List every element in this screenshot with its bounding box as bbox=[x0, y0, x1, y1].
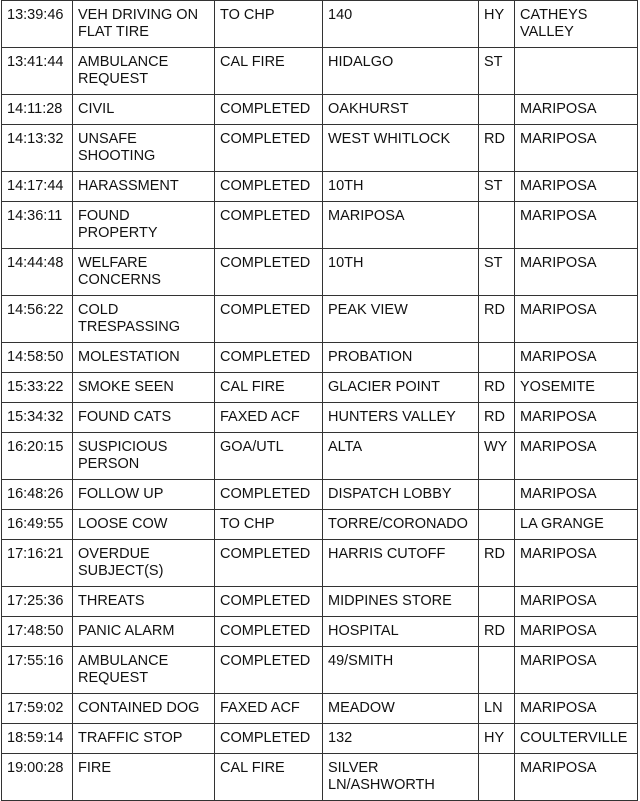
call-type-cell: CONTAINED DOG bbox=[73, 694, 215, 724]
location-cell: ALTA bbox=[323, 433, 479, 480]
street-suffix-cell bbox=[479, 202, 515, 249]
table-row bbox=[2, 694, 638, 724]
street-suffix-cell bbox=[479, 480, 515, 510]
location-cell: HUNTERS VALLEY bbox=[323, 403, 479, 433]
street-suffix-cell: RD bbox=[479, 403, 515, 433]
street-suffix-cell: RD bbox=[479, 373, 515, 403]
table-row bbox=[2, 249, 638, 296]
city-cell: MARIPOSA bbox=[515, 694, 638, 724]
city-cell: CATHEYS VALLEY bbox=[515, 1, 638, 48]
table-row bbox=[2, 48, 638, 95]
location-cell: OAKHURST bbox=[323, 95, 479, 125]
call-type-cell: AMBULANCE REQUEST bbox=[73, 647, 215, 694]
location-cell: PEAK VIEW bbox=[323, 296, 479, 343]
table-row bbox=[2, 724, 638, 754]
street-suffix-cell bbox=[479, 754, 515, 801]
disposition-cell: GOA/UTL bbox=[215, 433, 323, 480]
location-cell: TORRE/CORONADO bbox=[323, 510, 479, 540]
disposition-cell: TO CHP bbox=[215, 1, 323, 48]
call-log-table bbox=[1, 0, 638, 801]
call-type-cell: PANIC ALARM bbox=[73, 617, 215, 647]
table-row bbox=[2, 95, 638, 125]
street-suffix-cell bbox=[479, 587, 515, 617]
location-cell: WEST WHITLOCK bbox=[323, 125, 479, 172]
table-row bbox=[2, 403, 638, 433]
street-suffix-cell: RD bbox=[479, 540, 515, 587]
city-cell: MARIPOSA bbox=[515, 296, 638, 343]
location-cell: 140 bbox=[323, 1, 479, 48]
location-cell: 132 bbox=[323, 724, 479, 754]
time-cell: 15:34:32 bbox=[2, 403, 73, 433]
street-suffix-cell: ST bbox=[479, 48, 515, 95]
city-cell: MARIPOSA bbox=[515, 172, 638, 202]
table-row bbox=[2, 617, 638, 647]
disposition-cell: COMPLETED bbox=[215, 587, 323, 617]
time-cell: 16:48:26 bbox=[2, 480, 73, 510]
street-suffix-cell bbox=[479, 647, 515, 694]
disposition-cell: CAL FIRE bbox=[215, 373, 323, 403]
call-type-cell: SUSPICIOUS PERSON bbox=[73, 433, 215, 480]
call-type-cell: FOUND CATS bbox=[73, 403, 215, 433]
disposition-cell: FAXED ACF bbox=[215, 403, 323, 433]
call-type-cell: VEH DRIVING ON FLAT TIRE bbox=[73, 1, 215, 48]
city-cell: MARIPOSA bbox=[515, 480, 638, 510]
call-type-cell: SMOKE SEEN bbox=[73, 373, 215, 403]
location-cell: MEADOW bbox=[323, 694, 479, 724]
table-row bbox=[2, 480, 638, 510]
table-row bbox=[2, 172, 638, 202]
disposition-cell: COMPLETED bbox=[215, 296, 323, 343]
table-row bbox=[2, 373, 638, 403]
disposition-cell: COMPLETED bbox=[215, 480, 323, 510]
call-type-cell: UNSAFE SHOOTING bbox=[73, 125, 215, 172]
location-cell: MARIPOSA bbox=[323, 202, 479, 249]
city-cell: MARIPOSA bbox=[515, 433, 638, 480]
disposition-cell: CAL FIRE bbox=[215, 48, 323, 95]
time-cell: 13:39:46 bbox=[2, 1, 73, 48]
location-cell: 10TH bbox=[323, 249, 479, 296]
call-type-cell: MOLESTATION bbox=[73, 343, 215, 373]
table-row bbox=[2, 510, 638, 540]
call-type-cell: COLD TRESPASSING bbox=[73, 296, 215, 343]
street-suffix-cell bbox=[479, 343, 515, 373]
time-cell: 14:17:44 bbox=[2, 172, 73, 202]
city-cell: MARIPOSA bbox=[515, 343, 638, 373]
call-type-cell: CIVIL bbox=[73, 95, 215, 125]
city-cell: LA GRANGE bbox=[515, 510, 638, 540]
call-type-cell: HARASSMENT bbox=[73, 172, 215, 202]
call-type-cell: OVERDUE SUBJECT(S) bbox=[73, 540, 215, 587]
location-cell: GLACIER POINT bbox=[323, 373, 479, 403]
call-type-cell: THREATS bbox=[73, 587, 215, 617]
call-type-cell: AMBULANCE REQUEST bbox=[73, 48, 215, 95]
city-cell: MARIPOSA bbox=[515, 249, 638, 296]
street-suffix-cell: LN bbox=[479, 694, 515, 724]
time-cell: 14:44:48 bbox=[2, 249, 73, 296]
location-cell: SILVER LN/ASHWORTH bbox=[323, 754, 479, 801]
location-cell: HOSPITAL bbox=[323, 617, 479, 647]
disposition-cell: COMPLETED bbox=[215, 647, 323, 694]
table-row bbox=[2, 202, 638, 249]
location-cell: HARRIS CUTOFF bbox=[323, 540, 479, 587]
table-row bbox=[2, 433, 638, 480]
time-cell: 17:55:16 bbox=[2, 647, 73, 694]
disposition-cell: COMPLETED bbox=[215, 343, 323, 373]
street-suffix-cell: HY bbox=[479, 724, 515, 754]
time-cell: 17:25:36 bbox=[2, 587, 73, 617]
city-cell: COULTERVILLE bbox=[515, 724, 638, 754]
street-suffix-cell: RD bbox=[479, 617, 515, 647]
city-cell: MARIPOSA bbox=[515, 403, 638, 433]
street-suffix-cell: ST bbox=[479, 249, 515, 296]
city-cell: MARIPOSA bbox=[515, 540, 638, 587]
street-suffix-cell bbox=[479, 95, 515, 125]
city-cell: YOSEMITE bbox=[515, 373, 638, 403]
location-cell: HIDALGO bbox=[323, 48, 479, 95]
street-suffix-cell: RD bbox=[479, 296, 515, 343]
call-type-cell: FIRE bbox=[73, 754, 215, 801]
time-cell: 19:00:28 bbox=[2, 754, 73, 801]
disposition-cell: COMPLETED bbox=[215, 540, 323, 587]
city-cell: MARIPOSA bbox=[515, 617, 638, 647]
street-suffix-cell bbox=[479, 510, 515, 540]
disposition-cell: COMPLETED bbox=[215, 95, 323, 125]
city-cell: MARIPOSA bbox=[515, 95, 638, 125]
call-type-cell: LOOSE COW bbox=[73, 510, 215, 540]
disposition-cell: COMPLETED bbox=[215, 125, 323, 172]
call-log-body bbox=[2, 1, 638, 801]
street-suffix-cell: ST bbox=[479, 172, 515, 202]
time-cell: 17:48:50 bbox=[2, 617, 73, 647]
city-cell: MARIPOSA bbox=[515, 202, 638, 249]
time-cell: 16:20:15 bbox=[2, 433, 73, 480]
city-cell: MARIPOSA bbox=[515, 125, 638, 172]
time-cell: 14:58:50 bbox=[2, 343, 73, 373]
table-row bbox=[2, 587, 638, 617]
time-cell: 17:16:21 bbox=[2, 540, 73, 587]
call-type-cell: TRAFFIC STOP bbox=[73, 724, 215, 754]
street-suffix-cell: HY bbox=[479, 1, 515, 48]
location-cell: PROBATION bbox=[323, 343, 479, 373]
location-cell: MIDPINES STORE bbox=[323, 587, 479, 617]
disposition-cell: COMPLETED bbox=[215, 202, 323, 249]
time-cell: 14:56:22 bbox=[2, 296, 73, 343]
street-suffix-cell: RD bbox=[479, 125, 515, 172]
city-cell: MARIPOSA bbox=[515, 647, 638, 694]
call-type-cell: FOLLOW UP bbox=[73, 480, 215, 510]
table-row bbox=[2, 754, 638, 801]
location-cell: DISPATCH LOBBY bbox=[323, 480, 479, 510]
call-type-cell: WELFARE CONCERNS bbox=[73, 249, 215, 296]
location-cell: 49/SMITH bbox=[323, 647, 479, 694]
table-row bbox=[2, 343, 638, 373]
disposition-cell: COMPLETED bbox=[215, 249, 323, 296]
disposition-cell: COMPLETED bbox=[215, 172, 323, 202]
city-cell: MARIPOSA bbox=[515, 754, 638, 801]
time-cell: 13:41:44 bbox=[2, 48, 73, 95]
time-cell: 16:49:55 bbox=[2, 510, 73, 540]
table-row bbox=[2, 540, 638, 587]
time-cell: 18:59:14 bbox=[2, 724, 73, 754]
disposition-cell: FAXED ACF bbox=[215, 694, 323, 724]
time-cell: 14:11:28 bbox=[2, 95, 73, 125]
time-cell: 17:59:02 bbox=[2, 694, 73, 724]
table-row bbox=[2, 125, 638, 172]
time-cell: 15:33:22 bbox=[2, 373, 73, 403]
street-suffix-cell: WY bbox=[479, 433, 515, 480]
table-row bbox=[2, 296, 638, 343]
call-type-cell: FOUND PROPERTY bbox=[73, 202, 215, 249]
table-row bbox=[2, 1, 638, 48]
disposition-cell: CAL FIRE bbox=[215, 754, 323, 801]
city-cell bbox=[515, 48, 638, 95]
disposition-cell: COMPLETED bbox=[215, 724, 323, 754]
time-cell: 14:36:11 bbox=[2, 202, 73, 249]
city-cell: MARIPOSA bbox=[515, 587, 638, 617]
time-cell: 14:13:32 bbox=[2, 125, 73, 172]
disposition-cell: TO CHP bbox=[215, 510, 323, 540]
disposition-cell: COMPLETED bbox=[215, 617, 323, 647]
table-row bbox=[2, 647, 638, 694]
location-cell: 10TH bbox=[323, 172, 479, 202]
